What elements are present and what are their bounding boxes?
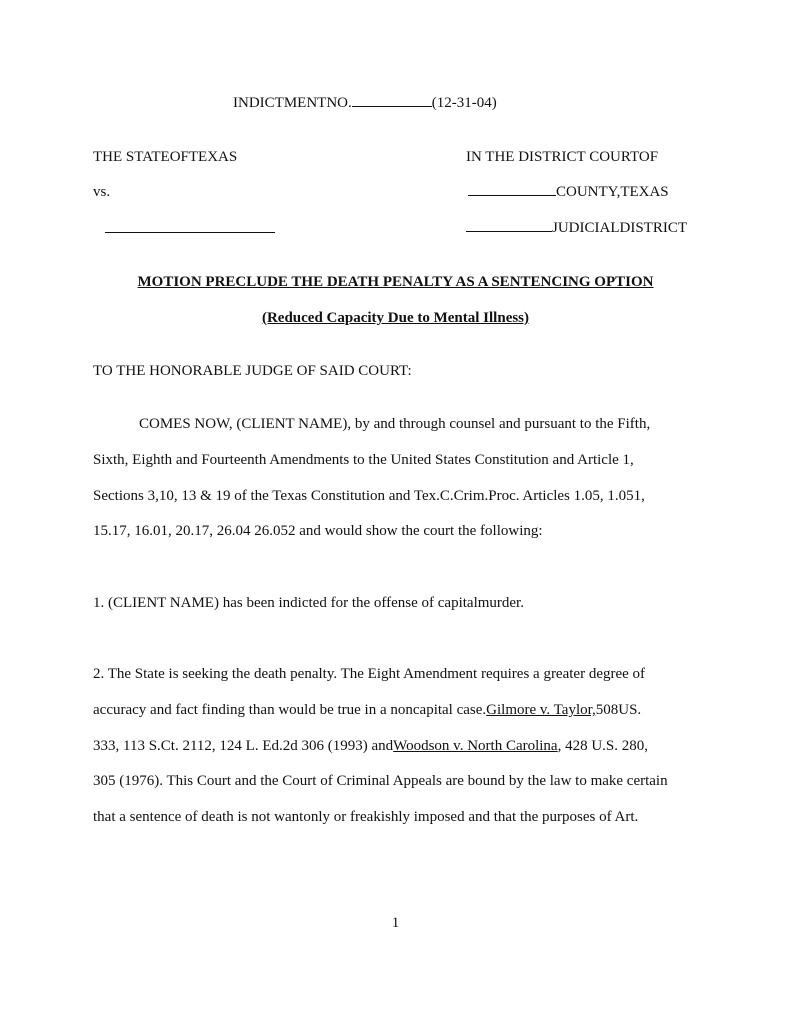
paragraph-2-line-5: that a sentence of death is not wantonly or freakishly imposed and that the purposes of Art. xyxy=(93,809,639,825)
caption-county xyxy=(468,183,669,201)
case-citation-woodson: Woodson v. North Carolina xyxy=(393,738,558,754)
paragraph-2-line-3-text: 333, 113 S.Ct. 2112, 124 L. Ed.2d 306 (1993) and xyxy=(93,738,394,754)
paragraph-2-line-3-tail: , 428 U.S. 280, xyxy=(557,738,649,754)
salutation: TO THE HONORABLE JUDGE OF SAID COURT: xyxy=(93,363,412,379)
case-citation-gilmore: Gilmore v. Taylor, xyxy=(486,702,596,718)
caption-district xyxy=(466,219,687,237)
caption-state: THE STATEOFTEXAS xyxy=(93,149,238,165)
paragraph-2-line-3 xyxy=(93,737,648,755)
indictment-label: INDICTMENTNO. xyxy=(233,95,352,111)
page-number: 1 xyxy=(391,915,400,931)
paragraph-2-line-2-tail: 508US. xyxy=(595,702,642,718)
motion-title: MOTION PRECLUDE THE DEATH PENALTY AS A SENTENCING OPTION xyxy=(137,274,654,290)
paragraph-1: 1. (CLIENT NAME) has been indicted for the offense of capitalmurder. xyxy=(93,595,524,611)
caption-court: IN THE DISTRICT COURTOF xyxy=(466,149,659,165)
caption-vs: vs. xyxy=(93,184,111,200)
intro-line-3: Sections 3,10, 13 & 19 of the Texas Constitution and Tex.C.Crim.Proc. Articles 1.05, 1.051, xyxy=(93,488,645,504)
intro-line-4: 15.17, 16.01, 20.17, 26.04 26.052 and would show the court the following: xyxy=(93,523,543,539)
paragraph-2-line-4: 305 (1976). This Court and the Court of Criminal Appeals are bound by the law to make certain xyxy=(93,773,668,789)
intro-line-1: COMES NOW, (CLIENT NAME), by and through counsel and pursuant to the Fifth, xyxy=(139,416,651,432)
county-blank xyxy=(468,183,556,196)
motion-subtitle: (Reduced Capacity Due to Mental Illness) xyxy=(261,310,530,326)
paragraph-2-line-1: 2. The State is seeking the death penalty. The Eight Amendment requires a greater degree of xyxy=(93,666,646,682)
intro-line-2: Sixth, Eighth and Fourteenth Amendments to the United States Constitution and Article 1, xyxy=(93,452,634,468)
district-label: JUDICIALDISTRICT xyxy=(552,220,687,236)
district-blank xyxy=(466,219,552,232)
indictment-line xyxy=(233,94,497,112)
indictment-number-blank xyxy=(352,94,432,107)
defendant-blank xyxy=(105,220,275,238)
paragraph-2-line-2 xyxy=(93,701,641,719)
paragraph-2-line-2-text: accuracy and fact finding than would be true in a noncapital case. xyxy=(93,702,487,718)
indictment-date: (12-31-04) xyxy=(431,95,497,111)
county-label: COUNTY,TEXAS xyxy=(556,184,669,200)
